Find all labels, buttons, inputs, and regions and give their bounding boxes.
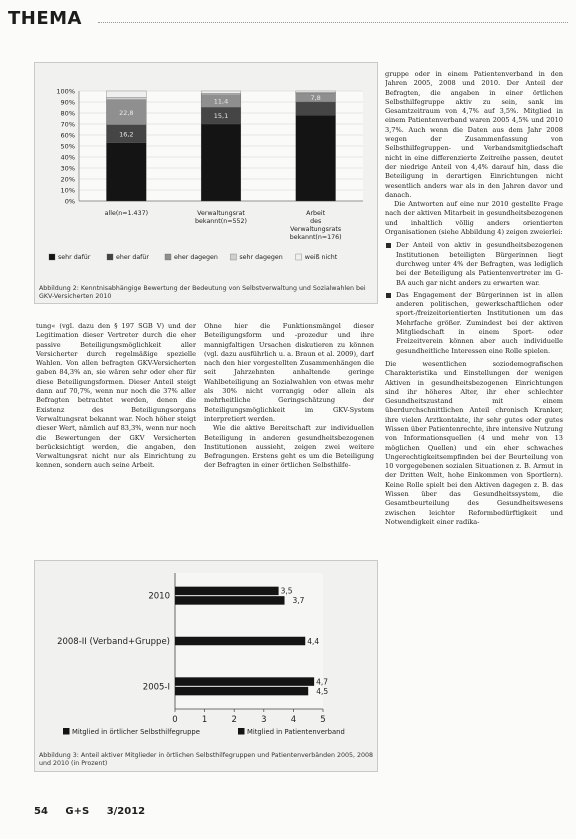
horizontal-bar-chart	[35, 561, 379, 751]
square-bullet-icon	[386, 243, 391, 248]
bar-segment	[296, 91, 336, 92]
y-tick-label: 50%	[60, 142, 75, 151]
bar-segment	[201, 93, 241, 95]
data-label: 11,4	[213, 97, 229, 106]
y-tick-label: 10%	[60, 186, 75, 195]
x-tick-label: Verwaltungsrats	[290, 226, 342, 233]
figure-3	[34, 560, 378, 772]
section-header	[8, 8, 568, 32]
legend-label: sehr dagegen	[239, 254, 283, 261]
bar-segment	[296, 92, 336, 93]
x-tick-label: alle(n=1.437)	[104, 210, 149, 217]
x-tick-label: bekannt(n=552)	[195, 218, 247, 225]
bar-segment	[296, 102, 336, 115]
legend-swatch	[63, 728, 70, 735]
bullet-text: Der Anteil von aktiv in gesundheitsbezogenen Institutionen beteiligten Bürgerinnen liegt durchweg unter 4% der Befragten, was lediglich bei der Beteiligung als Patientenvertreter im G-BA auch gar nicht anders zu erwarten war.	[396, 241, 563, 287]
bar	[175, 637, 305, 646]
x-tick-label: 1	[201, 715, 208, 725]
legend-label: sehr dafür	[58, 254, 91, 261]
bullet-item	[385, 291, 563, 356]
legend-swatch	[49, 254, 55, 260]
y-tick-label: 2010	[148, 591, 170, 602]
page-footer	[34, 806, 159, 817]
figure-2	[34, 62, 378, 304]
bar	[175, 687, 308, 696]
y-tick-label: 90%	[60, 98, 75, 107]
text-column-right	[385, 70, 563, 810]
y-tick-label: 2008-II (Verband+Gruppe)	[57, 637, 170, 647]
bullet-text: Das Engagement der Bürgerinnen ist in allen anderen politischen, gewerkschaftlichen oder sport-/freizeitorientierten Institutionen um das Mehrfache größer. Zumindest bei der aktiven Mitgliedschaft in einem Sport- oder Freizeitverein können aber auch individuelle gesundheitliche Interessen eine Rolle spielen.	[396, 290, 563, 355]
issue-number: 3/2012	[106, 806, 146, 817]
bar-segment	[296, 115, 336, 201]
x-tick-label: Verwaltungsrat	[197, 210, 245, 217]
legend-label: weiß nicht	[304, 254, 338, 261]
data-label: 3,5	[280, 586, 293, 596]
bar	[175, 596, 285, 605]
text-column-middle	[204, 322, 374, 552]
text-column-left	[36, 322, 196, 552]
legend-swatch	[296, 254, 302, 260]
bar-segment	[201, 91, 241, 93]
data-label: 16,2	[119, 130, 134, 139]
legend-label: Mitglied in örtlicher Selbsthilfegruppe	[72, 728, 200, 736]
paragraph: Die Antworten auf eine nur 2010 gestellte Frage nach der aktiven Mitarbeit in gesundheitsbezogenen und inhaltlich völlig anders orientierten Organisationen (siehe Abbildung 4) zeigen zweierlei:	[385, 200, 563, 237]
y-tick-label: 30%	[60, 164, 75, 173]
paragraph: tung« (vgl. dazu den § 197 SGB V) und der Legitimation dieser Vertreter durch die eher passive Beteiligungsmöglichkeit aller Versicherter durch regelmäßige spezielle Wahlen. Von allen befragten GKV-Versicherten gaben 84,3% an, sie wären sehr oder eher für diese Beteiligungsformen. Dieser Anteil steigt dann auf 70,7%, wenn nur noch die 37% aller Befragten betrachtet werden, denen die Existenz des Beteiligungsorgans Verwaltungsrat bekannt war. Noch höher steigt dieser Wert, nämlich auf 83,3%, wenn nur noch die Bewertungen der GKV Versicherten berücksichtigt werden, die angaben, den Verwaltungsrat nicht nur als Einrichtung zu kennen, sondern auch seine Arbeit.	[36, 322, 196, 470]
legend-swatch	[230, 254, 236, 260]
x-tick-label: 2	[231, 715, 237, 725]
y-tick-label: 70%	[60, 120, 75, 129]
x-tick-label: 0	[172, 715, 178, 725]
square-bullet-icon	[386, 293, 391, 298]
x-tick-label: des	[310, 218, 322, 225]
x-tick-label: 4	[290, 715, 297, 725]
bullet-item	[385, 241, 563, 287]
y-tick-label: 100%	[56, 87, 75, 96]
paragraph: Wie die aktive Bereitschaft zur individuellen Beteiligung in anderen gesundheitsbezogenen Institutionen aussieht, zeigen zwei weitere Befragungen. Erstens geht es um die Beteiligung der Befragten in einer örtlichen Selbsthilfe-	[204, 424, 374, 470]
x-tick-label: 3	[261, 715, 267, 725]
bar	[175, 587, 279, 596]
bullet-list	[385, 241, 563, 356]
data-label: 22,8	[119, 108, 134, 117]
figure-2-caption: Abbildung 2: Kenntnisabhängige Bewertung der Bedeutung von Selbstverwaltung und Sozialwahlen bei GKV-Versicherten 2010	[39, 285, 366, 300]
x-tick-label: bekannt(n=176)	[289, 234, 342, 241]
section-title: THEMA	[8, 8, 82, 29]
figure-3-caption: Abbildung 3: Anteil aktiver Mitglieder in örtlichen Selbsthilfegruppen und Patientenverbänden 2005, 2008 und 2010 (in Prozent)	[39, 752, 374, 767]
y-tick-label: 80%	[60, 109, 75, 118]
bar-segment	[106, 98, 146, 100]
data-label: 4,5	[316, 686, 329, 696]
data-label: 3,7	[292, 596, 305, 606]
paragraph: Ohne hier die Funktionsmängel dieser Beteiligungsform und -prozedur und ihre mannigfaltigen Ursachen diskutieren zu können (vgl. dazu ausführlich u. a. Braun et al. 2009), darf nach den hier vorgestellten Zusammenhängen die seit Jahrzehnten anhaltende geringe Wahlbeteiligung an Sozialwahlen von etwas mehr als 30% nicht vorrangig oder allein als mehrheitliche Geringschätzung der Beteiligungsmöglichkeit im GKV-System interpretiert werden.	[204, 322, 374, 423]
bar-segment	[201, 124, 241, 201]
data-label: 7,8	[310, 94, 321, 103]
y-tick-label: 20%	[60, 175, 75, 184]
legend-swatch	[238, 728, 245, 735]
legend-swatch	[107, 254, 113, 260]
data-label: 15,1	[213, 112, 229, 121]
bar-segment	[106, 91, 146, 98]
page-number: 54	[34, 806, 48, 817]
legend-swatch	[165, 254, 171, 260]
x-tick-label: Arbeit	[306, 210, 326, 217]
header-rule	[98, 22, 568, 23]
journal-name: G+S	[65, 806, 90, 817]
x-tick-label: 5	[320, 715, 326, 725]
stacked-bar-chart	[35, 63, 379, 285]
y-tick-label: 0%	[64, 197, 75, 206]
paragraph: Die wesentlichen soziodemografischen Charakteristika und Einstellungen der wenigen Aktiven in gesundheitsbezogenen Einrichtungen sind ihr höheres Alter, ihr eher schlechter Gesundheitszustand mit einem überdurchschnittlichen Anteil chronisch Kranker, ihre vielen Arztkontakte, ihr sehr gutes oder gutes Wissen über Patientenrechte, ihre intensive Nutzung von Informationsquellen (4 und mehr von 13 möglichen Quellen) und ein eher schwaches Ungerechtigkeitsempfinden bei der Beurteilung von 10 vorgegebenen sozialen Situationen z. B. Armut in der Dritten Welt, hohe Einkommen von Sportlern). Keine Rolle spielt bei den Aktiven dagegen z. B. das Wissen über das Gesundheitssystem, die Gesamtbeurteilung des Gesundheitswesens zwischen leichter Reformbedürftigkeit und Notwendigkeit einer radika-	[385, 359, 563, 526]
legend-label: eher dagegen	[174, 254, 218, 261]
data-label: 4,4	[307, 636, 320, 646]
paragraph: gruppe oder in einem Patientenverband in den Jahren 2005, 2008 und 2010. Der Anteil der Befragten, die angaben in einer örtlichen Selbsthilfegruppe aktiv zu sein, sank im Gesamtzeitraum von 4,7% auf 3,5%. Mitglied in einem Patientenverband waren 2005 4,5% und 2010 3,7%. Auch wenn die Daten aus dem Jahr 2008 wegen der Zusammenfassung von Selbsthilfegruppen- und Verbandsmitgliedschaft nicht in eine differenzierte Zeitreihe passen, deutet der niedrige Anteil von 4,4% darauf hin, dass die Beteiligung in derartigen Einrichtungen nicht wesentlich anders war als in den Jahren davor und danach.	[385, 70, 563, 199]
bar-segment	[106, 143, 146, 201]
legend-label: Mitglied in Patientenverband	[247, 728, 345, 736]
bar	[175, 677, 314, 686]
y-tick-label: 40%	[60, 153, 75, 162]
legend-label: eher dafür	[116, 254, 149, 261]
data-label: 4,7	[316, 677, 329, 687]
y-tick-label: 2005-I	[142, 682, 170, 693]
y-tick-label: 60%	[60, 131, 75, 140]
